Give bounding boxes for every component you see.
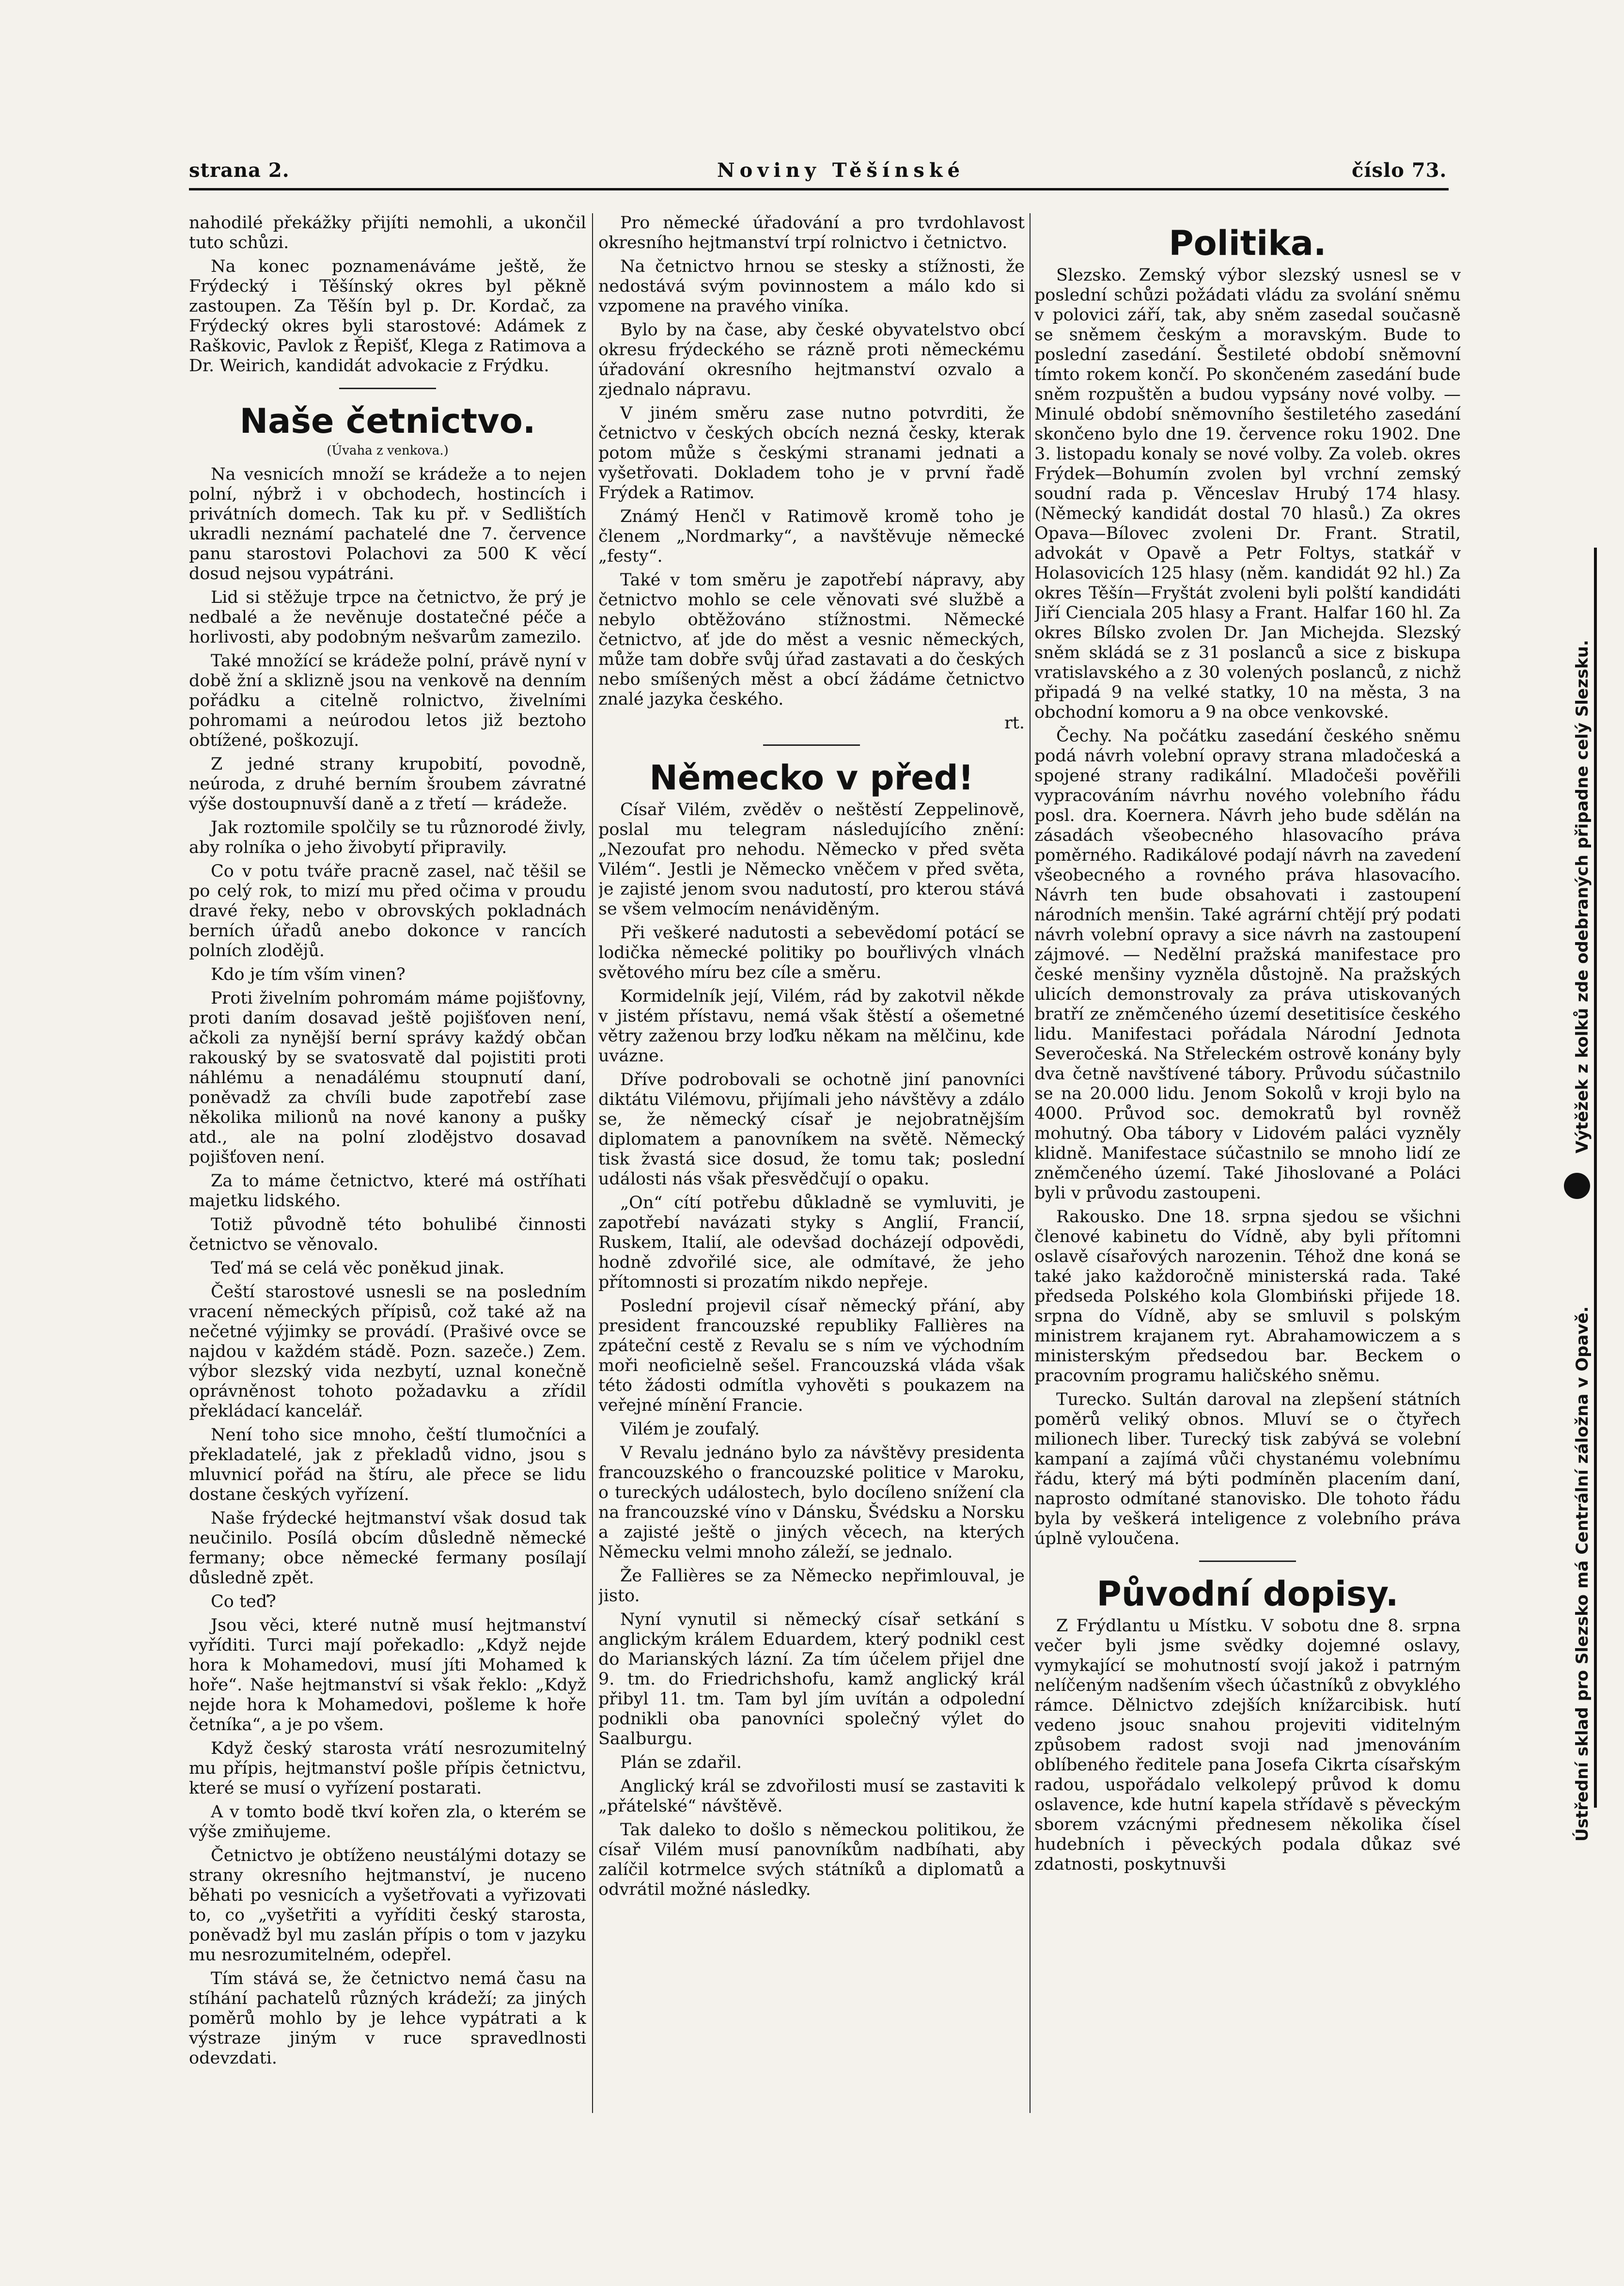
issue-number: číslo 73. — [1352, 159, 1447, 182]
paragraph: Anglický král se zdvořilosti musí se zastaviti k „přátelské“ návštěvě. — [598, 1777, 1025, 1816]
paragraph: Turecko. Sultán daroval na zlepšení státních poměrů veliký obnos. Mluví se o čtyřech milionech liber. Turecký tisk zabývá se volební kampaní a zajímá vůči chystanému volebnímu řádu, který má býti podmíněn placením daní, naprosto odmítané stanovisko. Dle tohoto řádu byla by veškerá inteligence z volebního práva úplně vyloučena. — [1034, 1390, 1461, 1548]
section-rule — [1199, 1561, 1296, 1562]
paragraph: V jiném směru zase nutno potvrditi, že četnictvo v českých obcích nezná česky, kterak potom může s českými stranami jednati a vyšetřovati. Dokladem toho je v první řadě Frýdek a Ratimov. — [598, 404, 1025, 503]
paragraph: Naše frýdecké hejtmanství však dosud tak neučinilo. Posílá obcím důsledně německé fermany; obce německé fermany posílají důsledně zpět. — [189, 1509, 586, 1588]
page-number: strana 2. — [189, 159, 290, 182]
paragraph: Lid si stěžuje trpce na četnictvo, že prý je nedbalé a že nevěnuje dostatečné péče a horlivosti, aby podobným nešvarům zamezilo. — [189, 588, 586, 647]
header-rule — [189, 188, 1449, 190]
paragraph: Z Frýdlantu u Místku. V sobotu dne 8. srpna večer byli jsme svědky dojemné oslavy, vymykající se mohutností svojí jakož i patrným nelíčeným nadšením všech účastníků z obvyklého rámce. Dělnictvo zdejších knížarcibisk. hutí vedeno jsouc snahou projeviti viditelným způsobem radost svoji nad jmenováním oblíbeného ředitele pana Josefa Cikrta císařským radou, uspořádalo velkolepý průvod k domu oslavence, kde hutní kapela střídavě s pěveckým sborem vzácnými přednesem několika čísel hudebních i pěveckých podala důkaz své zdatnosti, poskytnuvši — [1034, 1616, 1461, 1874]
article-title: Naše četnictvo. — [239, 401, 536, 441]
paragraph: Že Fallières se za Německo nepřimlouval, je jisto. — [598, 1566, 1025, 1606]
article-title: Německo v před! — [649, 758, 974, 798]
paragraph: Tak daleko to došlo s německou politikou, že císař Vilém musí panovníkům nadbíhati, aby zalíčil kotrmelce svých státníků a diplomatů a odvrátil možné následky. — [598, 1820, 1025, 1899]
paragraph: Císař Vilém, zvěděv o neštěstí Zeppelinově, poslal mu telegram následujícího znění: „Nezoufat pro nehodu. Německo v před světa Vilém“. Jestli je Německo vněčem v před světa, je zajisté jenom svou nadutostí, pro kterou stává se všem velmocím nenáviděným. — [598, 800, 1025, 919]
paragraph: Na vesnicích množí se krádeže a to nejen polní, nýbrž i v obchodech, hostincích i privátních domech. Tak ku př. v Sedlištích ukradli neznámí pachatelé dne 7. července panu starostovi Polachovi za 500 K věcí dosud nejsou vypátráni. — [189, 465, 586, 583]
paragraph: Plán se zdařil. — [620, 1753, 742, 1772]
paragraph: Na četnictvo hrnou se stesky a stížnosti, že nedostává svým povinnostem a málo kdo si vzpomene na pravého viníka. — [598, 257, 1025, 316]
paragraph: Není toho sice mnoho, čeští tlumočníci a překladatelé, jak z překladů vidno, jsou s mluvnicí pořád na štíru, ale přece se lidu dostane českých vyřízení. — [189, 1425, 586, 1504]
article-subtitle: (Úvaha z venkova.) — [327, 443, 449, 458]
paragraph: Poslední projevil císař německý přání, aby president francouzské republiky Fallières na zpáteční cestě z Revalu se s ním ve východním moři neoficielně sešel. Francouzská vláda však této žádosti odmítla vyhověti s poukazem na veřejné mínění Francie. — [598, 1296, 1025, 1415]
paragraph: Dříve podrobovali se ochotně jiní panovníci diktátu Vilémovu, přijímali jeho návštěvy a zdálo se, že německý císař je nejobratnějším diplomatem a panovníkem na světě. Německý tisk žvastá sice dosud, že tomu tak; poslední události nás však přesvědčují o opaku. — [598, 1070, 1025, 1189]
author-signature: rt. — [1004, 713, 1025, 733]
section-rule — [339, 388, 436, 389]
paragraph: Tím stává se, že četnictvo nemá času na stíhání pachatelů různých krádeží; za jiných poměrů mohlo by je lehce vypátrati a k výstraze jiným v ruce spravedlnosti odevzdati. — [189, 1969, 586, 2068]
margin-bar — [1594, 548, 1597, 1808]
paragraph: Nyní vynutil si německý císař setkání s anglickým králem Eduardem, který podnikl cest do Marianských lázní. Za tím účelem přijel dne 9. tm. do Friedrichshofu, kamž anglický král přibyl 11. tm. Tam byl jím uvítán a odpolední podnikli oba panovníci společný výlet do Saalburgu. — [598, 1610, 1025, 1749]
paragraph: Totiž původně této bohulibé činnosti četnictvo se věnovalo. — [189, 1215, 586, 1254]
paragraph: Kormidelník její, Vilém, rád by zakotvil někde v jistém přístavu, nemá však štěstí a ošemetné větry zaženou brzy loďku někam na mělčinu, kde uvázne. — [598, 987, 1025, 1066]
paragraph: Proti živelním pohromám máme pojišťovny, proti daním dosavad ještě pojišťoven není, ačkoli za nynější berní správy každý občan rakouský by se svatosvatě dal pojistiti proti náhlému a nenadálému stoupnutí daní, poněvadž za chvíli bude zapotřebí zase několika milionů na nové kanony a pušky atd., ale na polní zlodějstvo dosavad pojišťoven není. — [189, 989, 586, 1167]
paragraph: Také v tom směru je zapotřebí nápravy, aby četnictvo mohlo se cele věnovati své službě a nebylo obtěžováno stížnostmi. Německé četnictvo, ať jde do měst a vesnic německých, může tam dobře svůj úřad zastavati a do českých nebo smíšených měst a obcí žádáme četnictvo znalé jazyka českého. — [598, 570, 1025, 709]
stamp-text-top: Ústřední sklad pro Slezsko má Centrální záložna v Opavě. — [1573, 1306, 1592, 1842]
paragraph: Co v potu tváře pracně zasel, nač těšil se po celý rok, to mizí mu před očima v proudu dravé řeky, nebo v obrovských pokladnách berních úřadů anebo dokonce v rancích polních zlodějů. — [189, 862, 586, 961]
column-2 — [598, 213, 1025, 2113]
paragraph: Čechy. Na počátku zasedání českého sněmu podá návrh volební opravy strana mladočeská a spojené strany radikální. Mladočeši pověřili vypracováním návrhu nového volebního řádu posl. dra. Koernera. Návrh jeho bude sdělán na zásadách všeobecného hlasovacího práva poměrného. Radikálové podají návrh na zavedení všeobecného a rovného práva hlasovacího. Návrh ten bude obsahovati i zastoupení národních menšin. Také agrární chtějí prý podati návrh volební opravy a sice návrh na zastoupení zájmové. — Nedělní pražská manifestace pro české menšiny vyzněla důstojně. Na pražských ulicích demonstrovaly za práva utiskovaných bratří ze zněmčeného území desetitisíce českého lidu. Manifestaci pořádala Národní Jednota Severočeská. Na Střeleckém ostrově konány byly dva četně navštívené tábory. Průvodu súčastnilo se na 20.000 lidu. Jenom Sokolů v kroji bylo na 4000. Průvod soc. demokratů byl rovněž mohutný. Oba tábory v Lidovém paláci vyzněly klidně. Manifestace súčastnilo se mnoho lidí ze zněmčeného území. Také Jihoslované a Poláci byli v průvodu zastoupeni. — [1034, 726, 1461, 1203]
section-title: Původní dopisy. — [1096, 1574, 1399, 1614]
paragraph: Bylo by na čase, aby české obyvatelstvo obcí okresu frýdeckého se rázně proti německému úřadování okresního hejtmanství ozvalo a zjednalo nápravu. — [598, 320, 1025, 399]
paragraph: „On“ cítí potřebu důkladně se vymluviti, je zapotřebí navázati styky s Anglií, Francií, Ruskem, Italií, ale odevšad docházejí odpovědi, hodně zdvořilé sice, ale odmítavé, že jeho přítomnosti si prozatím nikdo nepřeje. — [598, 1193, 1025, 1292]
section-title: Politika. — [1169, 223, 1327, 263]
paragraph: Na konec poznamenáváme ještě, že Frýdecký i Těšínský okres byl pěkně zastoupen. Za Těšín byl p. Dr. Kordač, za Frýdecký okres byli starostové: Adámek z Raškovic, Pavlok z Řepišť, Klega z Ratimova a Dr. Weirich, kandidát advokacie z Frýdku. — [189, 257, 586, 376]
paragraph: Četnictvo je obtíženo neustálými dotazy se strany okresního hejtmanství, je nuceno běhati po vesnicích a vyšetřovati a vyřizovati to, co „vyšetřiti a vyříditi český starosta, poněvadž byl mu zaslán přípis o tom v jazyku mu nesrozumitelném, odepřel. — [189, 1846, 586, 1965]
paragraph: nahodilé překážky přijíti nemohli, a ukončil tuto schůzi. — [189, 213, 586, 252]
column-3 — [1034, 213, 1461, 2113]
margin-stamp — [1558, 548, 1592, 1856]
stamp-text-bottom: Výtěžek z kolků zde odebraných připadne celý Slezsku. — [1573, 640, 1592, 1153]
paragraph: Kdo je tím vším vinen? — [211, 965, 406, 984]
paragraph: Rakousko. Dne 18. srpna sjedou se všichni členové kabinetu do Vídně, aby byli přítomni oslavě císařových narozenin. Téhož dne koná se také jako každoročně ministerská rada. Také předseda Polského kola Glombiński přijede 18. srpna do Vídně, aby se smluvil s polským ministrem krajanem ryt. Abrahamowiczem a s ministerským předsedou bar. Beckem o pracovním programu haličského sněmu. — [1034, 1207, 1461, 1386]
column-1 — [189, 213, 586, 2113]
section-rule — [763, 744, 860, 746]
column-divider — [1030, 213, 1031, 2113]
paragraph: Slezsko. Zemský výbor slezský usnesl se v poslední schůzi požádati vládu za svolání sněmu v polovici září, tak, aby sněm zasedal současně se sněmem českým a moravským. Bude to poslední zasedání. Šestileté období sněmovní tímto rokem končí. Po skončeném zasedání bude sněm rozpuštěn a budou vypsány nové volby. — Minulé období sněmovního šestiletého zasedání skončeno bylo dne 19. července roku 1902. Dne 3. listopadu konaly se nové volby. Za voleb. okres Frýdek—Bohumín zvolen byl vrchní zemský soudní rada p. Věnceslav Hrubý 174 hlasy. (Německý kandidát dostal 70 hlasů.) Za okres Opava—Bílovec zvoleni Dr. Frant. Stratil, advokát v Opavě a Petr Foltys, statkář v Holasovicích 125 hlasy (něm. kandidát 92 hl.) Za okres Těšín—Fryštát zvoleni byli polští kandidáti Jiří Cienciala 205 hlasy a Frant. Halfar 160 hl. Za okres Bílsko zvolen Dr. Jan Michejda. Slezský sněm skládá se z 31 poslanců a sice z biskupa vratislavského a z 30 volených poslanců, z nichž připadá 9 na velké statky, 10 na města, 3 na obchodní komoru a 9 na obce venkovské. — [1034, 266, 1461, 722]
paragraph: Známý Henčl v Ratimově kromě toho je členem „Nordmarky“, a navštěvuje německé „festy“. — [598, 507, 1025, 566]
newspaper-title: Noviny Těšínské — [717, 159, 965, 182]
paragraph: Co teď? — [211, 1592, 276, 1611]
paragraph: Z jedné strany krupobití, povodně, neúroda, z druhé berním šroubem závratné výše dostoupnuvší daně a z třetí — krádeže. — [189, 755, 586, 814]
paragraph: A v tomto bodě tkví kořen zla, o kterém se výše zmiňujeme. — [189, 1802, 586, 1842]
paragraph: Vilém je zoufalý. — [620, 1419, 760, 1439]
paragraph: Jsou věci, které nutně musí hejtmanství vyříditi. Turci mají pořekadlo: „Když nejde hora k Mohamedovi, musí jíti Mohamed k hoře“. Naše hejtmanství si však řeklo: „Když nejde hora k Mohamedovi, pošleme k hoře četníka“, a je po všem. — [189, 1616, 586, 1734]
paragraph: Čeští starostové usnesli se na posledním vracení německých přípisů, což také až na nečetné výjimky se provádí. (Prašivé ovce se najdou v každém stádě. Pozn. sazeče.) Zem. výbor slezský vida nezbytí, uznal konečně oprávněnost tohoto požadavku a zřídil překládací kancelář. — [189, 1282, 586, 1421]
paragraph: Teď má se celá věc poněkud jinak. — [211, 1259, 505, 1278]
paragraph: Jak roztomile spolčily se tu různorodé živly, aby rolníka o jeho živobytí připravily. — [189, 818, 586, 857]
paragraph: Také množící se krádeže polní, právě nyní v době žní a sklizně jsou na venkově na denním pořádku a citelně rolnictvo, živelními pohromami a neúrodou letos již beztoho obtížené, poškozují. — [189, 651, 586, 750]
paragraph: Při veškeré nadutosti a sebevědomí potácí se lodička německé politiky po bouřlivých vlnách světového míru bez cíle a směru. — [598, 923, 1025, 982]
paragraph: Za to máme četnictvo, které má ostříhati majetku lidského. — [189, 1171, 586, 1211]
paragraph: Pro německé úřadování a pro tvrdohlavost okresního hejtmanství trpí rolnictvo i četnictvo. — [598, 213, 1025, 252]
paragraph: V Revalu jednáno bylo za návštěvy presidenta francouzského o francouzské politice v Maroku, o tureckých událostech, bylo docíleno snížení cla na francouzské víno v Dánsku, Švédsku a Norsku a zajisté ještě o jiných věcech, na kterých Německu velmi mnoho záleží, se jednalo. — [598, 1443, 1025, 1562]
paragraph: Když český starosta vrátí nesrozumitelný mu přípis, hejtmanství pošle přípis četnictvu, které se musí o vyřízení postarati. — [189, 1739, 586, 1798]
column-divider — [592, 213, 593, 2113]
